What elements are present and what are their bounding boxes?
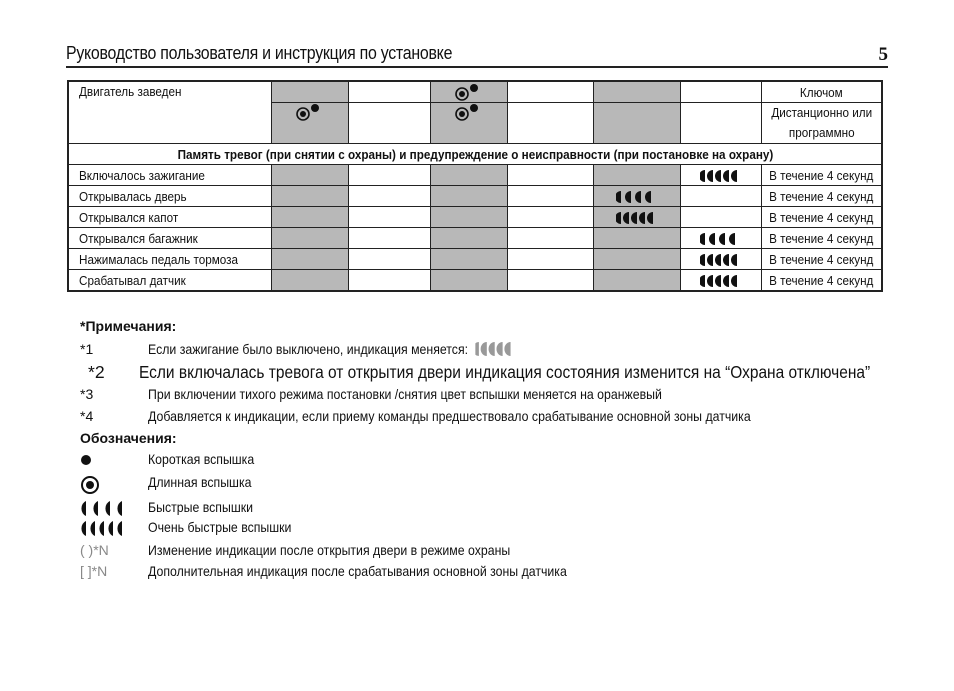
table-row (68, 249, 882, 270)
row-label: Двигатель заведен (68, 81, 271, 144)
fast-flashes-icon (80, 499, 130, 520)
very-fast-flashes-icon (616, 211, 658, 225)
row-label: Нажималась педаль тормоза (68, 249, 271, 270)
row-label: Срабатывал датчик (68, 270, 271, 292)
long-short-flash-icon (454, 83, 484, 101)
table-row-engine-key (68, 81, 882, 103)
very-fast-flashes-icon (700, 274, 742, 288)
page-title: Руководство пользователя и инструкция по установке (66, 42, 453, 63)
long-short-flash-icon (295, 103, 325, 121)
table-row (68, 270, 882, 292)
fast-flashes-icon (700, 232, 742, 246)
legend-heading: Обозначения: (80, 430, 177, 446)
row-note: В течение 4 секунд (761, 228, 882, 249)
row-note: В течение 4 секунд (761, 249, 882, 270)
row-label: Открывалась дверь (68, 186, 271, 207)
very-fast-flashes-icon (700, 253, 742, 267)
fast-flashes-icon (616, 190, 658, 204)
indication-table (67, 80, 883, 292)
row-note: В течение 4 секунд (761, 165, 882, 186)
table-row (68, 165, 882, 186)
table-row (68, 228, 882, 249)
table-row (68, 207, 882, 228)
row-label: Открывался капот (68, 207, 271, 228)
notes-heading: *Примечания: (80, 318, 177, 334)
very-fast-flashes-icon (700, 169, 742, 183)
page-header (66, 40, 888, 68)
table-row (68, 186, 882, 207)
long-flash-icon (80, 474, 102, 499)
row-note: В течение 4 секунд (761, 186, 882, 207)
long-short-flash-icon (454, 103, 484, 121)
row-note: Дистанционно или программно (761, 103, 882, 144)
page-number: 5 (878, 44, 888, 65)
row-label: Включалось зажигание (68, 165, 271, 186)
row-note: В течение 4 секунд (761, 207, 882, 228)
row-note: В течение 4 секунд (761, 270, 882, 292)
row-label: Открывался багажник (68, 228, 271, 249)
memory-header-row (68, 144, 882, 165)
memory-header: Память тревог (при снятии с охраны) и предупреждение о неисправности (при постановке на охрану) (68, 144, 882, 165)
short-flash-icon (80, 451, 96, 470)
very-fast-flashes-icon (80, 519, 130, 540)
row-note: Ключом (761, 81, 882, 103)
very-fast-flashes-gray-icon (475, 341, 515, 357)
